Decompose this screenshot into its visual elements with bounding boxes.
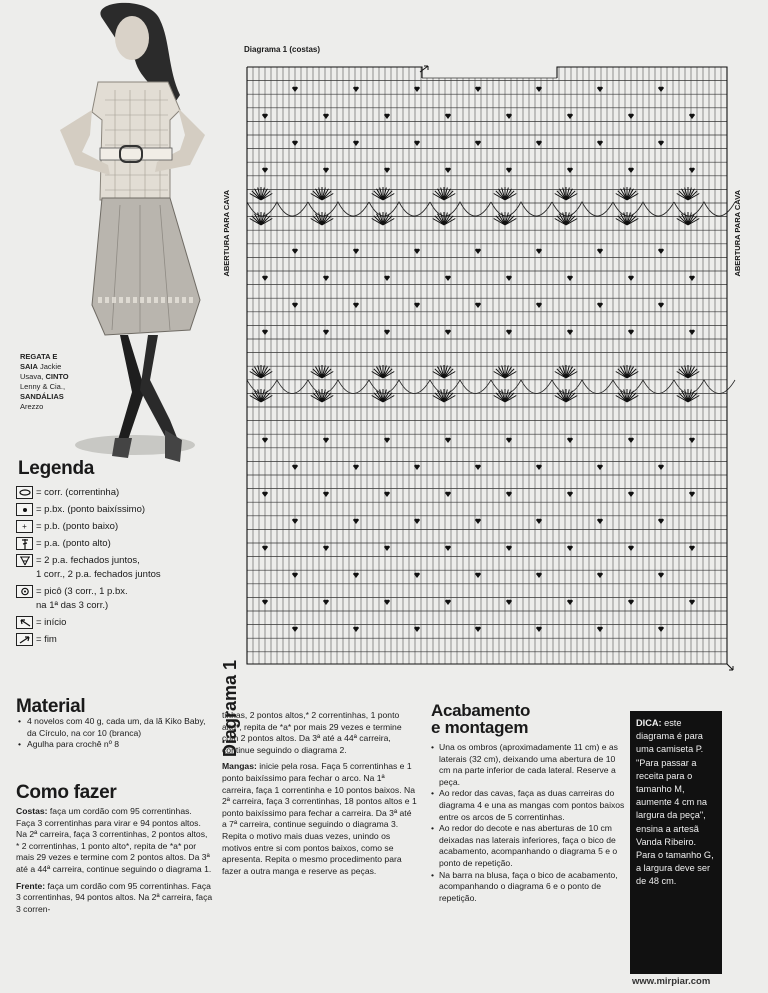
leaf-motif [475, 249, 481, 254]
legend-item: = picô (3 corr., 1 p.bx. na 1ª das 3 corr.) [16, 585, 216, 613]
fan-motif [677, 187, 700, 200]
leaf-motif [353, 303, 359, 308]
leaf-motif [658, 465, 664, 470]
leaf-motif [445, 600, 451, 605]
leaf-motif [597, 627, 603, 632]
leaf-motif [567, 438, 573, 443]
leaf-motif [353, 141, 359, 146]
leaf-motif [597, 303, 603, 308]
leaf-motif [475, 627, 481, 632]
leaf-motif [597, 465, 603, 470]
leaf-motif [658, 303, 664, 308]
leaf-motif [445, 168, 451, 173]
material-item: • Agulha para crochê nº 8 [27, 739, 213, 751]
legend-item: = fim [16, 633, 216, 647]
acabamento-list [431, 742, 626, 904]
leaf-motif [689, 546, 695, 551]
leaf-motif [567, 168, 573, 173]
crochet-diagram [232, 52, 742, 677]
watermark-url: www.mirpiar.com [632, 976, 711, 987]
leaf-motif [628, 492, 634, 497]
fan-motif [311, 365, 334, 378]
leaf-motif [628, 438, 634, 443]
legend-item: = corr. (correntinha) [16, 486, 216, 500]
fan-motif [494, 212, 517, 225]
acabamento-item: • Una os ombros (aproximadamente 11 cm) e as laterais (32 cm), deixando uma abertura de 10 cm na parte inferior de cada lateral. Reserve a peça. [439, 742, 626, 788]
end-arrow-icon [16, 633, 33, 646]
start-arrow-icon [16, 616, 33, 629]
tall-stitch-icon [16, 537, 33, 550]
leaf-motif [567, 330, 573, 335]
leaf-motif [292, 87, 298, 92]
leaf-motif [689, 438, 695, 443]
leaf-motif [689, 168, 695, 173]
leaf-motif [292, 573, 298, 578]
leaf-motif [445, 492, 451, 497]
leaf-motif [597, 141, 603, 146]
leaf-motif [262, 114, 268, 119]
como-fazer-title: Como fazer [16, 782, 117, 803]
legend-item: = 2 p.a. fechados juntos, 1 corr., 2 p.a. fechados juntos [16, 554, 216, 582]
leaf-motif [628, 546, 634, 551]
leaf-motif [292, 141, 298, 146]
fan-motif [677, 212, 700, 225]
como-fazer-text: Costas: faça um cordão com 95 correntinhas. Faça 3 correntinhas para virar e 94 pontos altos. Na 2ª carreira, faça 3 correntinhas, 2 pontos altos, * 2 correntinhas, 1 ponto alto*, repita de *a* por mais 29 vezes e termine com 2 pontos altos. Da 3ª até a 44ª carreira, continue seguindo o diagrama 1. Frente: faça um cordão com 95 correntinhas. Faça 3 correntinhas, 94 pontos altos. Na 2ª carreira, faça 3 corren- [16, 806, 213, 914]
leaf-motif [323, 114, 329, 119]
leaf-motif [658, 519, 664, 524]
leaf-motif [597, 573, 603, 578]
leaf-motif [658, 249, 664, 254]
legend-item: = início [16, 616, 216, 630]
legend-item: = p.bx. (ponto baixíssimo) [16, 503, 216, 517]
leaf-motif [353, 465, 359, 470]
leaf-motif [597, 519, 603, 524]
acabamento-item: • Na barra na blusa, faça o bico de acabamento, acompanhando o diagrama 6 e o ponto de repetição. [439, 870, 626, 905]
leaf-motif [658, 573, 664, 578]
leaf-motif [445, 438, 451, 443]
leaf-motif [475, 573, 481, 578]
leaf-motif [353, 519, 359, 524]
leaf-motif [292, 465, 298, 470]
leaf-motif [323, 438, 329, 443]
leaf-motif [689, 330, 695, 335]
material-list [18, 716, 213, 751]
leaf-motif [323, 276, 329, 281]
legend-list [16, 486, 216, 650]
fan-motif [433, 365, 456, 378]
leaf-motif [628, 600, 634, 605]
leaf-motif [658, 627, 664, 632]
leaf-motif [323, 330, 329, 335]
leaf-motif [475, 465, 481, 470]
legend-item: = p.a. (ponto alto) [16, 537, 216, 551]
leaf-motif [567, 600, 573, 605]
tip-text: este diagrama é para uma camiseta P. "Para passar a receita para o tamanho M, aumente 4 cm na largura da peça", ensina a artesã Vanda Ribeiro. Para o tamanho G, a largura deve ser de 48 cm. [636, 718, 714, 887]
leaf-motif [445, 276, 451, 281]
legend-title: Legenda [18, 458, 95, 479]
acabamento-item: • Ao redor das cavas, faça as duas carreiras do diagrama 4 e una as mangas com pontos baixos entre os arcos de 5 correntinhas. [439, 788, 626, 823]
leaf-motif [689, 492, 695, 497]
fan-motif [677, 365, 700, 378]
leaf-motif [475, 303, 481, 308]
leaf-motif [689, 600, 695, 605]
tip-title: DICA: [636, 718, 662, 728]
fan-motif [494, 187, 517, 200]
leaf-motif [658, 87, 664, 92]
leaf-motif [567, 546, 573, 551]
side-label-left: ABERTURA PARA CAVA [222, 190, 231, 277]
fan-motif [555, 187, 578, 200]
fan-motif [311, 212, 334, 225]
material-item: • 4 novelos com 40 g, cada um, da lã Kiko Baby, da Círculo, na cor 10 (branca) [27, 716, 213, 739]
diagram-vertical-title: Diagrama 1 [220, 660, 240, 758]
leaf-motif [262, 168, 268, 173]
leaf-motif [353, 573, 359, 578]
fan-motif [555, 365, 578, 378]
end-arrow-icon [727, 664, 733, 670]
acabamento-item: • Ao redor do decote e nas aberturas de 10 cm deixadas nas laterais inferiores, faça o bico de acabamento, acompanhando o diagrama 5 e o ponto de repetição. [439, 823, 626, 869]
leaf-motif [689, 114, 695, 119]
leaf-motif [628, 114, 634, 119]
leaf-motif [445, 114, 451, 119]
side-label-right: ABERTURA PARA CAVA [733, 190, 742, 277]
leaf-motif [323, 168, 329, 173]
leaf-motif [628, 330, 634, 335]
leaf-motif [597, 87, 603, 92]
leaf-motif [262, 438, 268, 443]
leaf-motif [262, 546, 268, 551]
leaf-motif [292, 249, 298, 254]
leaf-motif [475, 519, 481, 524]
leaf-motif [262, 276, 268, 281]
fan-motif [494, 365, 517, 378]
photo-caption: REGATA E SAIA Jackie Usava, CINTO Lenny & Cia., SANDÁLIAS Arezzo [20, 352, 69, 411]
leaf-motif [628, 276, 634, 281]
leaf-motif [658, 141, 664, 146]
fan-motif [311, 187, 334, 200]
leaf-motif [567, 114, 573, 119]
leaf-motif [689, 276, 695, 281]
material-title: Material [16, 696, 86, 717]
legend-item: + = p.b. (ponto baixo) [16, 520, 216, 534]
leaf-motif [323, 492, 329, 497]
dot-icon [16, 503, 33, 516]
acabamento-title: Acabamento e montagem [431, 701, 531, 737]
leaf-motif [445, 546, 451, 551]
leaf-motif [262, 492, 268, 497]
leaf-motif [262, 600, 268, 605]
cluster-icon [16, 554, 33, 567]
leaf-motif [567, 492, 573, 497]
neckline-gap [422, 52, 557, 78]
leaf-motif [445, 330, 451, 335]
chain-arcs [247, 202, 735, 216]
leaf-motif [475, 141, 481, 146]
diagram-label: Diagrama 1 (costas) [244, 45, 321, 54]
leaf-motif [323, 546, 329, 551]
leaf-motif [353, 249, 359, 254]
leaf-motif [628, 168, 634, 173]
leaf-motif [353, 87, 359, 92]
fan-motif [433, 187, 456, 200]
leaf-motif [353, 627, 359, 632]
tip-box [630, 711, 722, 974]
leaf-motif [292, 303, 298, 308]
plus-icon: + [16, 520, 33, 533]
chain-arcs [247, 380, 735, 394]
leaf-motif [567, 276, 573, 281]
leaf-motif [597, 249, 603, 254]
leaf-motif [292, 627, 298, 632]
leaf-motif [475, 87, 481, 92]
oval-icon [16, 486, 33, 499]
fan-motif [433, 212, 456, 225]
leaf-motif [292, 519, 298, 524]
instructions-column-2: tinhas, 2 pontos altos,* 2 correntinhas, 1 ponto alto*, repita de *a* por mais 29 vezes e termine com 2 pontos altos. Da 3ª até a 44ª carreira, continue seguindo o diagrama 2. Mangas: inicie pela rosa. Faça 5 correntinhas e 1 ponto baixíssimo para fechar o arco. Na 1ª carreira, faça 1 correntinha e 10 pontos baixos. Na 2ª carreira, faça 3 correntinhas, 18 pontos altos e 1 ponto baixíssimo para fechar a carreira. Da 3ª até a 7ª carreira, continue seguindo o diagrama 3. Repita o motivo mais duas vezes, unindo os motivos entre si com pontos baixos, como se apresenta. Repita o mesmo procedimento para fazer a outra manga e reserve as peças. [222, 710, 417, 876]
leaf-motif [262, 330, 268, 335]
picot-icon [16, 585, 33, 598]
fan-motif [555, 212, 578, 225]
leaf-motif [323, 600, 329, 605]
